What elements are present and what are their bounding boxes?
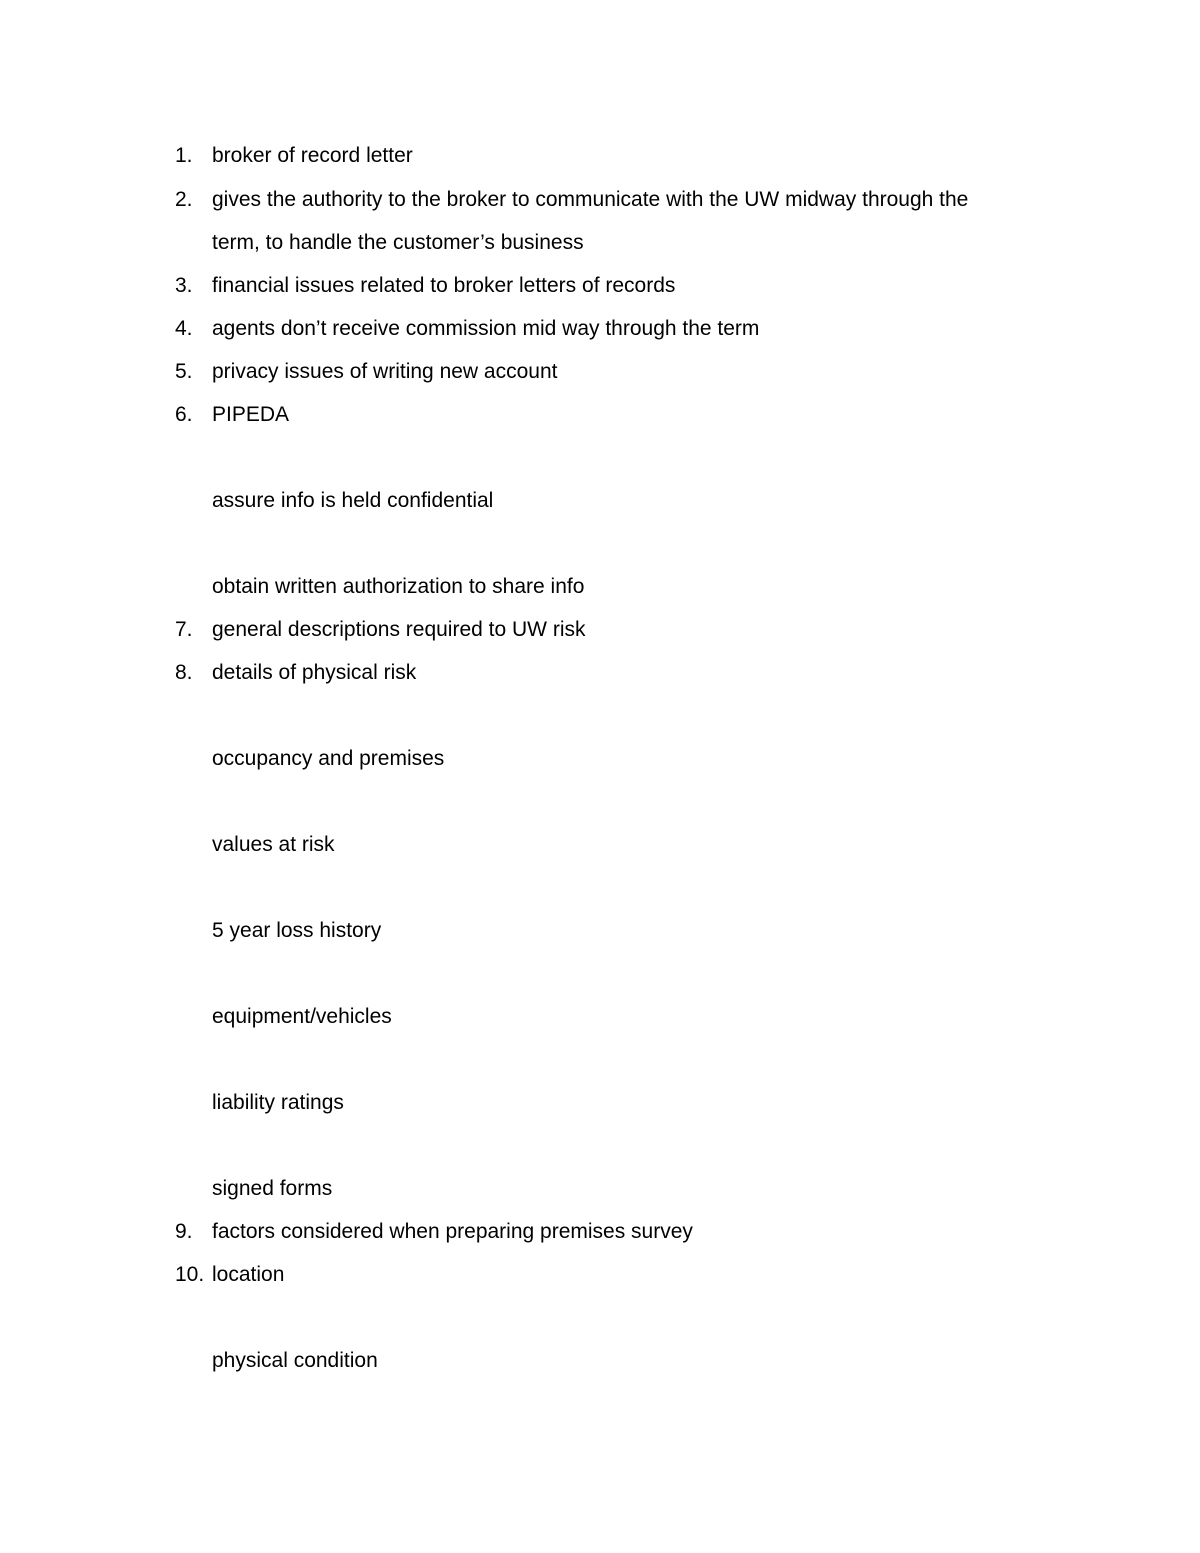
list-item-number: 3.	[175, 274, 193, 297]
list-item-text: broker of record letter	[212, 144, 413, 167]
list-item-number: 9.	[175, 1220, 193, 1243]
list-item-number: 1.	[175, 144, 193, 167]
list-item-text: agents don’t receive commission mid way through the term	[212, 317, 760, 340]
list-item-text: location	[212, 1263, 285, 1286]
list-item-number: 4.	[175, 317, 193, 340]
list-item-number: 5.	[175, 360, 193, 383]
list-item-text: PIPEDA	[212, 403, 290, 426]
list-item-text: general descriptions required to UW risk	[212, 618, 586, 641]
sub-item-text: equipment/vehicles	[212, 1005, 392, 1028]
list-item-text: factors considered when preparing premises survey	[212, 1220, 693, 1243]
list-item-text: gives the authority to the broker to communicate with the UW midway through the	[212, 188, 969, 211]
list-item-text: details of physical risk	[212, 661, 417, 684]
list-item-text: financial issues related to broker letters of records	[212, 274, 676, 297]
sub-item-text: physical condition	[212, 1349, 378, 1372]
sub-item-text: signed forms	[212, 1177, 333, 1200]
list-item-number: 8.	[175, 661, 193, 684]
sub-item-text: obtain written authorization to share info	[212, 575, 585, 598]
sub-item-text: occupancy and premises	[212, 747, 445, 770]
list-item-text: privacy issues of writing new account	[212, 360, 558, 383]
sub-item-text: liability ratings	[212, 1091, 344, 1114]
list-item-number: 6.	[175, 403, 193, 426]
list-item-number: 10.	[175, 1263, 205, 1286]
sub-item-text: 5 year loss history	[212, 919, 382, 942]
list-item-number: 7.	[175, 618, 193, 641]
list-item-text: term, to handle the customer’s business	[212, 231, 584, 254]
sub-item-text: values at risk	[212, 833, 335, 856]
list-item-number: 2.	[175, 188, 193, 211]
sub-item-text: assure info is held confidential	[212, 489, 494, 512]
